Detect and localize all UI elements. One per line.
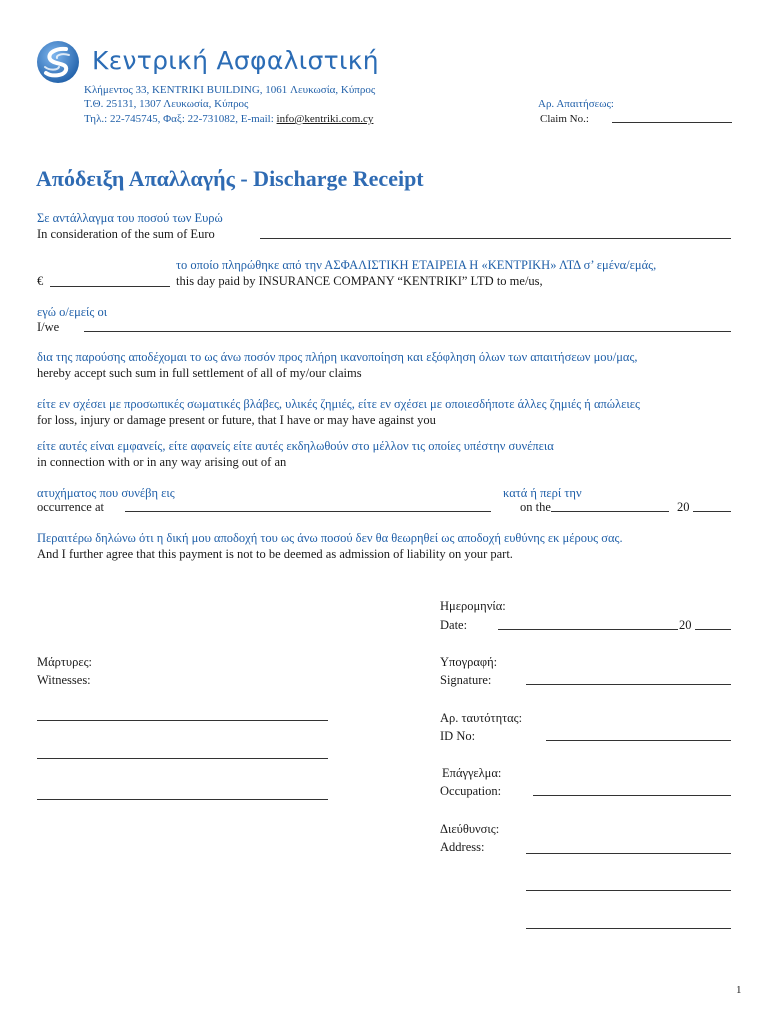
page-title: Απόδειξη Απαλλαγής - Discharge Receipt <box>36 166 424 191</box>
date-year-field[interactable] <box>695 629 731 630</box>
date-label-en: Date: <box>440 618 468 632</box>
euro-amount-field[interactable] <box>50 286 170 287</box>
injury-text-gr: είτε εν σχέσει με προσωπικές σωματικές βλάβες, υλικές ζημιές, είτε εν σχέσει με οποιεσδήποτε άλλες ζημιές ή απώλειες <box>37 397 640 411</box>
occurrence-place-field[interactable] <box>125 511 491 512</box>
occurrence-date-field[interactable] <box>551 511 669 512</box>
occurrence-year-prefix: 20 <box>677 500 690 514</box>
claim-label-en: Claim No.: <box>540 113 589 125</box>
address-field-1[interactable] <box>526 853 731 854</box>
accept-text-en: hereby accept such sum in full settlement of all of my/our claims <box>37 366 362 380</box>
address-field-3[interactable] <box>526 928 731 929</box>
witness-1-field[interactable] <box>37 720 328 721</box>
address-field-2[interactable] <box>526 890 731 891</box>
contact-line <box>84 113 373 125</box>
accident-label-gr: ατυχήματος που συνέβη εις <box>37 486 175 500</box>
agree-text-gr: Περαιτέρω δηλώνω ότι η δική μου αποδοχή του ως άνω ποσού δεν θα θεωρηθεί ως αποδοχή ευθύνης εκ μέρους σας. <box>37 531 623 545</box>
claim-number-field[interactable] <box>612 122 732 123</box>
address-label-en: Address: <box>440 840 485 854</box>
page-number: 1 <box>736 984 742 996</box>
name-field[interactable] <box>84 331 731 332</box>
occupation-label-en: Occupation: <box>440 784 502 798</box>
occurrence-year-field[interactable] <box>693 511 731 512</box>
address-line-2: Τ.Θ. 25131, 1307 Λευκωσία, Κύπρος <box>84 98 249 110</box>
email-link[interactable]: info@kentriki.com.cy <box>276 113 374 125</box>
company-logo <box>36 40 80 84</box>
witness-2-field[interactable] <box>37 758 328 759</box>
injury-text-en: for loss, injury or damage present or future, that I have or may have against you <box>37 413 436 427</box>
id-label-en: ID No: <box>440 729 476 743</box>
signature-field[interactable] <box>526 684 731 685</box>
signature-label-en: Signature: <box>440 673 492 687</box>
address-label-gr: Διεύθυνσις: <box>440 822 500 836</box>
company-logo-icon <box>36 40 80 84</box>
witnesses-label-gr: Μάρτυρες: <box>37 655 93 669</box>
sum-label-en: In consideration of the sum of Euro <box>37 227 215 241</box>
we-label-gr: εγώ ο/εμείς οι <box>37 305 108 319</box>
signature-label-gr: Υπογραφή: <box>440 655 498 669</box>
contact-prefix: Τηλ.: 22-745745, Φαξ: 22-731082, E-mail: <box>84 113 277 125</box>
witnesses-label-en: Witnesses: <box>37 673 91 687</box>
visible-text-en: in connection with or in any way arising out of an <box>37 455 287 469</box>
visible-text-gr: είτε αυτές είναι εμφανείς, είτε αφανείς είτε αυτές εκδηλωθούν στο μέλλον τις οποίες υπέστην συνέπεια <box>37 439 554 453</box>
paid-text-en: this day paid by INSURANCE COMPANY “KENTRIKI” LTD to me/us, <box>176 274 543 288</box>
accept-text-gr: δια της παρούσης αποδέχομαι το ως άνω ποσόν προς πλήρη ικανοποίηση και εξόφληση όλων των απαιτήσεων μου/μας, <box>37 350 638 364</box>
claim-label-gr: Αρ. Απαιτήσεως: <box>538 98 614 110</box>
euro-sign: € <box>37 274 44 288</box>
agree-text-en: And I further agree that this payment is not to be deemed as admission of liability on your part. <box>37 547 513 561</box>
on-label-en: on the <box>520 500 551 514</box>
date-year-prefix: 20 <box>679 618 692 632</box>
id-label-gr: Αρ. ταυτότητας: <box>440 711 523 725</box>
date-label-gr: Ημερομηνία: <box>440 599 506 613</box>
id-field[interactable] <box>546 740 731 741</box>
accident-label-en: occurrence at <box>37 500 104 514</box>
sum-field[interactable] <box>260 238 731 239</box>
company-name: Κεντρική Ασφαλιστική <box>92 46 379 75</box>
date-field[interactable] <box>498 629 678 630</box>
occupation-label-gr: Επάγγελμα: <box>442 766 502 780</box>
witness-3-field[interactable] <box>37 799 328 800</box>
address-line-1: Κλήμεντος 33, KENTRIKI BUILDING, 1061 Λευκωσία, Κύπρος <box>84 84 376 96</box>
paid-text-gr: το οποίο πληρώθηκε από την ΑΣΦΑΛΙΣΤΙΚΗ ΕΤΑΙΡΕΙΑ Η «ΚΕΝΤΡΙΚΗ» ΛΤΔ σ’ εμένα/εμάς, <box>176 258 657 272</box>
we-label-en: I/we <box>37 320 60 334</box>
sum-label-gr: Σε αντάλλαγμα του ποσού των Ευρώ <box>37 211 223 225</box>
on-label-gr: κατά ή περί την <box>503 486 582 500</box>
occupation-field[interactable] <box>533 795 731 796</box>
